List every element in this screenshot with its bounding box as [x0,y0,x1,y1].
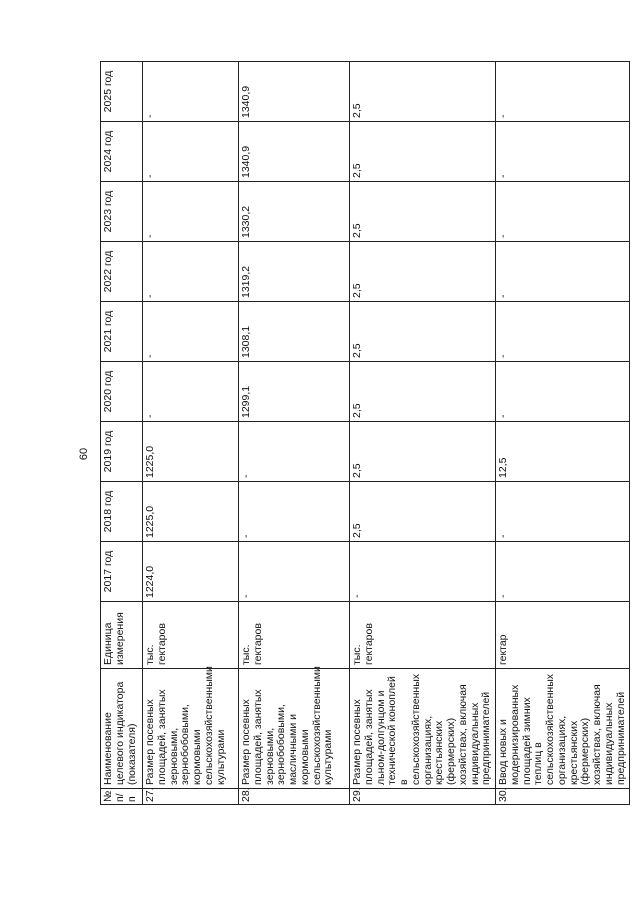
row-unit: гектар [496,602,630,669]
row-value: - [143,62,239,122]
row-value: - [143,182,239,242]
row-name: Размер посевных площадей, занятых льном-долгунцом и технической коноплей в сельскохозяйственных организациях, крестьянских (фермерских) хозяйствах, включая индивидуальных предпринимателей [350,669,496,789]
header-num: № п/п [101,789,143,805]
row-value: - [496,302,630,362]
table-row [350,62,496,805]
indicator-table [100,61,630,805]
row-value: - [496,182,630,242]
row-value: 1319,2 [239,242,350,302]
row-value: 2,5 [350,482,496,542]
table-row [239,62,350,805]
header-year: 2020 год [101,362,143,422]
row-num: 30. [496,789,630,805]
row-num: 28. [239,789,350,805]
row-num: 29. [350,789,496,805]
rotated-table-container [100,62,627,805]
row-value: 2,5 [350,62,496,122]
page-number: 60 [78,447,91,461]
row-num: 27. [143,789,239,805]
row-value: 2,5 [350,422,496,482]
row-name: Размер посевных площадей, занятых зерновыми, зернобобовыми, масличными и кормовыми сельскохозяйственными культурами [239,669,350,789]
row-value: - [143,122,239,182]
header-row [101,62,143,805]
header-year: 2018 год [101,482,143,542]
row-value: - [496,122,630,182]
row-value: 12,5 [496,422,630,482]
row-value: 1225,0 [143,422,239,482]
row-value: - [143,302,239,362]
header-name: Наименование целевого индикатора (показателя) [101,669,143,789]
row-value: - [239,482,350,542]
row-value: 1299,1 [239,362,350,422]
table-row [496,62,630,805]
row-value: 1308,1 [239,302,350,362]
row-value: 1340,9 [239,62,350,122]
row-value: 2,5 [350,242,496,302]
row-value: - [143,242,239,302]
row-value: 2,5 [350,362,496,422]
row-value: - [496,62,630,122]
row-value: - [239,542,350,602]
header-year: 2022 год [101,242,143,302]
row-value: 2,5 [350,182,496,242]
row-value: - [496,482,630,542]
row-value: - [239,422,350,482]
header-year: 2019 год [101,422,143,482]
header-year: 2024 год [101,122,143,182]
header-year: 2017 год [101,542,143,602]
row-value: 2,5 [350,122,496,182]
header-year: 2023 год [101,182,143,242]
row-value: 1340,9 [239,122,350,182]
row-value: 2,5 [350,302,496,362]
row-value: - [350,542,496,602]
row-unit: тыс. гектаров [350,602,496,669]
header-year: 2021 год [101,302,143,362]
row-value: - [496,542,630,602]
header-year: 2025 год [101,62,143,122]
row-unit: тыс. гектаров [143,602,239,669]
row-unit: тыс. гектаров [239,602,350,669]
table-row [143,62,239,805]
row-value: - [143,362,239,422]
header-unit: Единица измерения [101,602,143,669]
row-name: Размер посевных площадей, занятых зерновыми, зернобобовыми, кормовыми сельскохозяйственными культурами [143,669,239,789]
row-value: 1224,0 [143,542,239,602]
row-value: - [496,362,630,422]
row-value: - [496,242,630,302]
row-name: Ввод новых и модернизированных площадей зимних теплиц в сельскохозяйственных организациях, крестьянских (фермерских) хозяйствах, включая индивидуальных предпринимателей [496,669,630,789]
row-value: 1330,2 [239,182,350,242]
row-value: 1225,0 [143,482,239,542]
